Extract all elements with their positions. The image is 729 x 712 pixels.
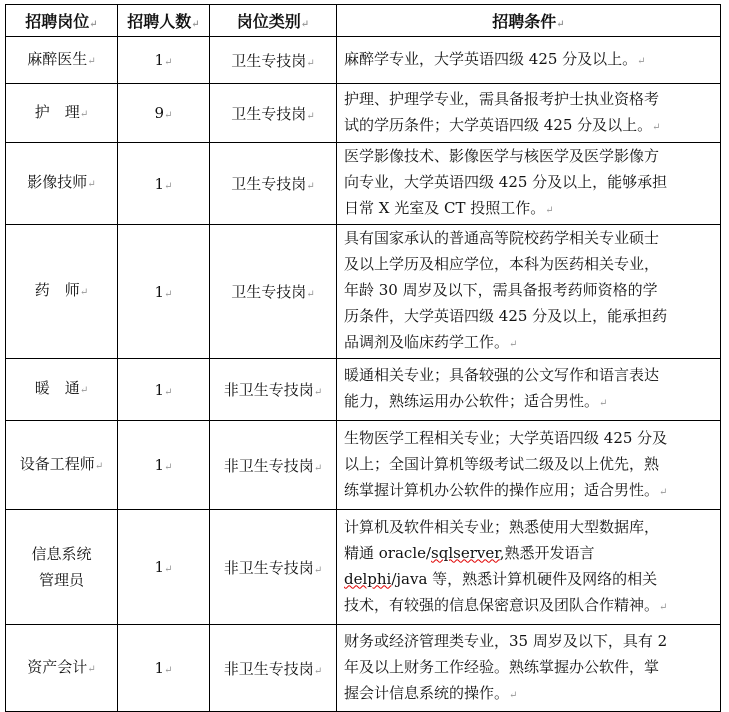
cell-position [6, 625, 118, 712]
cell-conditions [337, 359, 721, 421]
condition-line: delphi/java 等，熟悉计算机硬件及网络的相关 [344, 569, 658, 588]
paragraph-mark-icon: ↵ [509, 339, 518, 350]
header-count: 招聘人数↵ [118, 5, 210, 37]
condition-line: 医学影像技术、影像医学与核医学及医学影像方 [344, 147, 660, 165]
condition-line: 计算机及软件相关专业；熟悉使用大型数据库， [344, 517, 660, 536]
paragraph-mark-icon: ↵ [164, 665, 173, 676]
cell-category: 卫生专技岗↵ [210, 225, 337, 359]
header-conditions: 招聘条件↵ [337, 5, 721, 37]
cell-category: 非卫生专技岗↵ [210, 625, 337, 712]
paragraph-mark-icon: ↵ [87, 179, 96, 190]
cell-conditions [337, 225, 721, 359]
paragraph-mark-icon: ↵ [313, 564, 323, 576]
table-row [6, 625, 721, 712]
paragraph-mark-icon: ↵ [87, 55, 96, 67]
position-line: 管理员 [38, 571, 84, 589]
paragraph-mark-icon: ↵ [599, 398, 608, 409]
condition-line: 历条件，大学英语四级 425 分及以上，能承担药 [344, 307, 668, 325]
cell-category: 非卫生专技岗↵ [210, 421, 337, 510]
paragraph-mark-icon: ↵ [164, 564, 173, 575]
paragraph-mark-icon: ↵ [79, 385, 89, 396]
table-row [6, 143, 721, 225]
table-row [6, 421, 721, 510]
cell-count: 1↵ [118, 421, 210, 510]
position-text: 护 理 [34, 102, 80, 121]
cell-position [6, 359, 118, 421]
cell-count: 1↵ [118, 359, 210, 421]
paragraph-mark-icon: ↵ [313, 387, 323, 398]
paragraph-mark-icon: ↵ [164, 57, 173, 68]
cell-category: 非卫生专技岗↵ [210, 510, 337, 625]
cell-count: 1↵ [118, 225, 210, 359]
paragraph-mark-icon: ↵ [652, 121, 661, 133]
cell-count: 1↵ [118, 143, 210, 225]
paragraph-mark-icon: ↵ [164, 288, 173, 300]
paragraph-mark-icon: ↵ [637, 55, 646, 67]
header-position: 招聘岗位↵ [6, 5, 118, 37]
condition-line: 以上；全国计算机等级考试二级及以上优先，熟 [344, 454, 660, 473]
paragraph-mark-icon: ↵ [545, 205, 554, 216]
condition-line: 练掌握计算机办公软件的操作应用；适合男性。↵ [344, 480, 668, 499]
cell-position [6, 510, 118, 625]
paragraph-mark-icon: ↵ [164, 110, 173, 121]
condition-line: 麻醉学专业，大学英语四级 425 分及以上。↵ [344, 49, 646, 68]
cell-category: 卫生专技岗↵ [210, 143, 337, 225]
condition-line: 具有国家承认的普通高等院校药学相关专业硕士 [344, 229, 660, 247]
cell-category: 卫生专技岗↵ [210, 37, 337, 84]
position-text: 设备工程师 [19, 454, 95, 473]
cell-position [6, 84, 118, 143]
position-text: 影像技师 [27, 173, 88, 191]
condition-line: 品调剂及临床药学工作。↵ [344, 333, 518, 351]
cell-count: 9↵ [118, 84, 210, 143]
paragraph-mark-icon: ↵ [306, 289, 315, 300]
cell-conditions [337, 84, 721, 143]
table-row [6, 225, 721, 359]
position-line: 信息系统 [31, 545, 92, 563]
paragraph-mark-icon: ↵ [79, 108, 89, 120]
position-text: 暖 通 [34, 379, 80, 397]
table-row [6, 37, 721, 84]
condition-line: 技术，有较强的信息保密意识及团队合作精神。↵ [344, 595, 668, 614]
position-text: 资产会计 [27, 657, 88, 676]
cell-conditions [337, 143, 721, 225]
paragraph-mark-icon: ↵ [164, 180, 173, 192]
paragraph-mark-icon: ↵ [659, 486, 668, 498]
cell-position [6, 143, 118, 225]
paragraph-mark-icon: ↵ [306, 57, 315, 69]
paragraph-mark-icon: ↵ [509, 689, 518, 701]
header-category: 岗位类别↵ [210, 5, 337, 37]
paragraph-mark-icon: ↵ [313, 665, 323, 677]
paragraph-mark-icon: ↵ [313, 462, 323, 474]
cell-position [6, 421, 118, 510]
condition-line: 日常 X 光室及 CT 投照工作。↵ [344, 199, 554, 217]
cell-count: 1↵ [118, 625, 210, 712]
paragraph-mark-icon: ↵ [164, 462, 173, 473]
condition-line: 及以上学历及相应学位，本科为医药相关专业， [344, 255, 660, 273]
paragraph-mark-icon: ↵ [87, 663, 96, 675]
cell-count: 1↵ [118, 510, 210, 625]
paragraph-mark-icon: ↵ [306, 110, 315, 122]
cell-category: 非卫生专技岗↵ [210, 359, 337, 421]
condition-line: 暖通相关专业；具备较强的公文写作和语言表达 [344, 366, 660, 384]
cell-conditions [337, 421, 721, 510]
condition-line: 护理、护理学专业，需具备报考护士执业资格考 [344, 89, 660, 108]
condition-line: 精通 oracle/sqlserver,熟悉开发语言 [344, 543, 595, 562]
table-row [6, 359, 721, 421]
cell-conditions [337, 625, 721, 712]
paragraph-mark-icon: ↵ [79, 287, 89, 298]
paragraph-mark-icon: ↵ [659, 601, 668, 613]
condition-line: 能力，熟练运用办公软件；适合男性。↵ [344, 392, 608, 410]
condition-line: 年及以上财务工作经验。熟练掌握办公软件，掌 [344, 657, 660, 676]
condition-line: 生物医学工程相关专业；大学英语四级 425 分及 [344, 428, 668, 447]
condition-line: 财务或经济管理类专业，35 周岁及以下，具有 2 [344, 631, 668, 650]
condition-line: 向专业，大学英语四级 425 分及以上，能够承担 [344, 173, 668, 191]
paragraph-mark-icon: ↵ [306, 181, 315, 192]
position-text: 药 师 [34, 281, 80, 299]
cell-conditions [337, 510, 721, 625]
table-row [6, 84, 721, 143]
header-row [6, 5, 721, 37]
position-text: 麻醉医生 [27, 49, 88, 68]
condition-line: 年龄 30 周岁及以下，需具备报考药师资格的学 [344, 281, 658, 299]
condition-line: 握会计信息系统的操作。↵ [344, 683, 518, 702]
condition-line: 试的学历条件；大学英语四级 425 分及以上。↵ [344, 115, 661, 134]
cell-count: 1↵ [118, 37, 210, 84]
paragraph-mark-icon: ↵ [94, 460, 104, 472]
cell-position [6, 37, 118, 84]
recruitment-table [5, 4, 721, 712]
cell-category: 卫生专技岗↵ [210, 84, 337, 143]
cell-conditions [337, 37, 721, 84]
table-row [6, 510, 721, 625]
paragraph-mark-icon: ↵ [164, 386, 173, 398]
cell-position [6, 225, 118, 359]
